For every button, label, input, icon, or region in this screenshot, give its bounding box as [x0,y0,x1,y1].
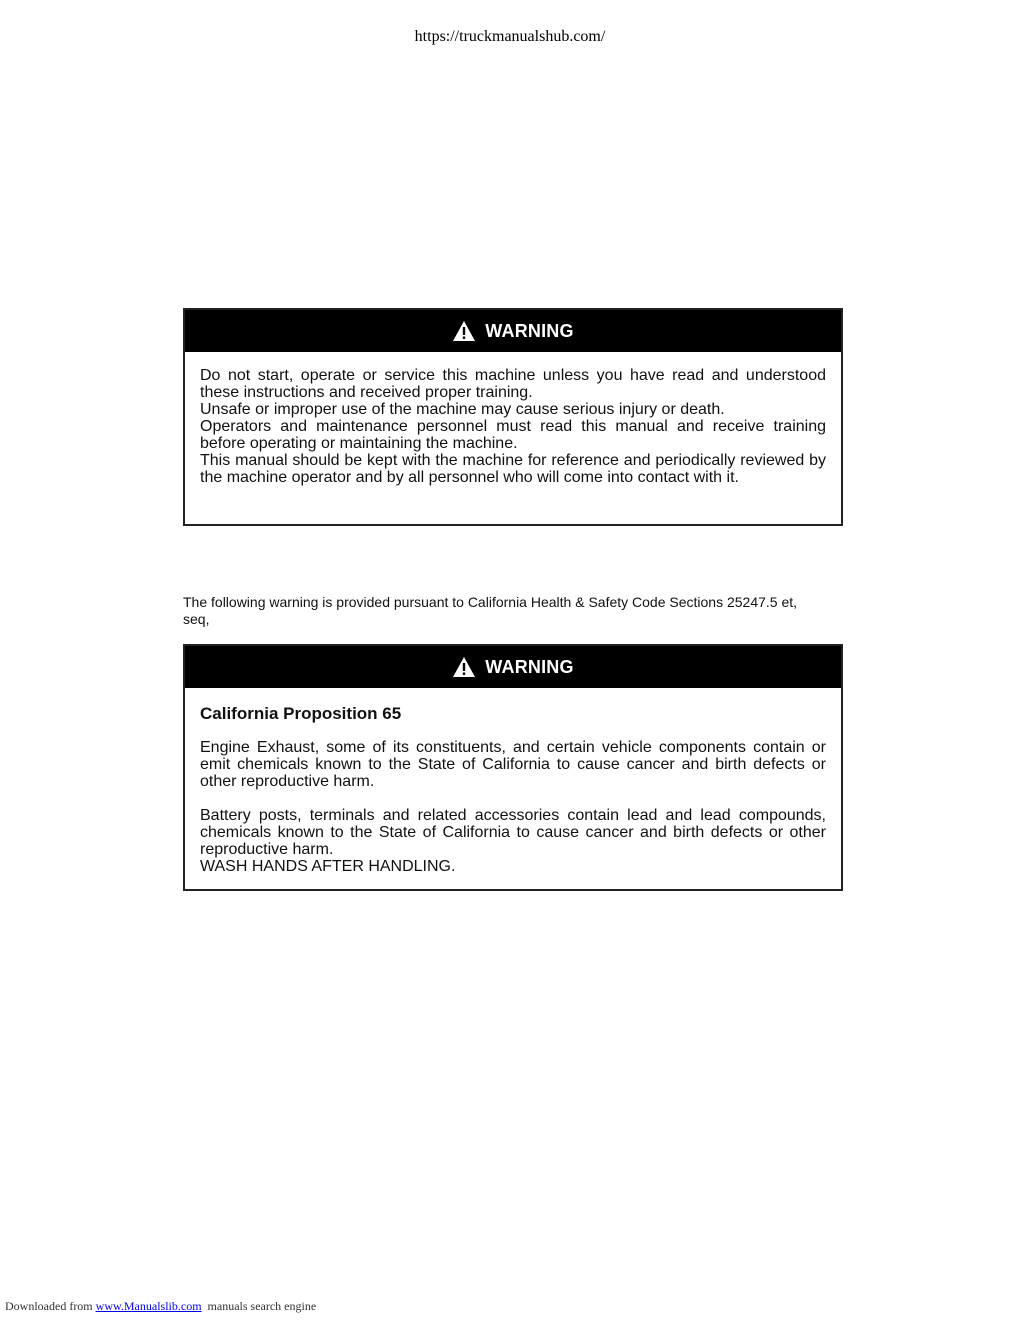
warning-paragraph: Operators and maintenance personnel must read this manual and receive training before operating or maintaining the machine. [200,418,826,452]
prop65-title: California Proposition 65 [200,704,402,723]
prop65-intro-text: The following warning is provided pursuant to California Health & Safety Code Sections 25247.5 et, seq, [183,594,798,627]
warning-paragraph: WASH HANDS AFTER HANDLING. [200,858,456,875]
warning-triangle-icon [452,320,476,342]
footer-suffix: manuals search engine [207,1299,317,1313]
manualslib-link[interactable]: www.Manualslib.com [95,1299,202,1313]
warning-header [185,310,841,352]
warning-paragraph: Engine Exhaust, some of its constituents, and certain vehicle components contain or emit chemicals known to the State of California to cause cancer and birth defects or other reproductive harm. [200,739,826,790]
warning-box-prop65 [183,644,843,891]
warning-label: WARNING [485,656,574,677]
warning-paragraph: Battery posts, terminals and related accessories contain lead and lead compounds, chemicals known to the State of California to cause cancer and birth defects or other reproductive harm. [200,807,826,858]
warning-triangle-icon [452,656,476,678]
warning-label: WARNING [485,320,574,341]
warning-body [185,352,841,486]
download-footer [5,1299,316,1314]
source-url: https://truckmanualshub.com/ [414,28,606,45]
warning-header [185,646,841,688]
warning-paragraph: This manual should be kept with the machine for reference and periodically reviewed by the machine operator and by all personnel who will come into contact with it. [200,452,826,486]
warning-body [185,688,841,875]
footer-prefix: Downloaded from [5,1299,93,1313]
warning-paragraph: Unsafe or improper use of the machine may cause serious injury or death. [200,401,725,418]
warning-box-general [183,308,843,526]
warning-paragraph: Do not start, operate or service this machine unless you have read and understood these instructions and received proper training. [200,367,826,401]
